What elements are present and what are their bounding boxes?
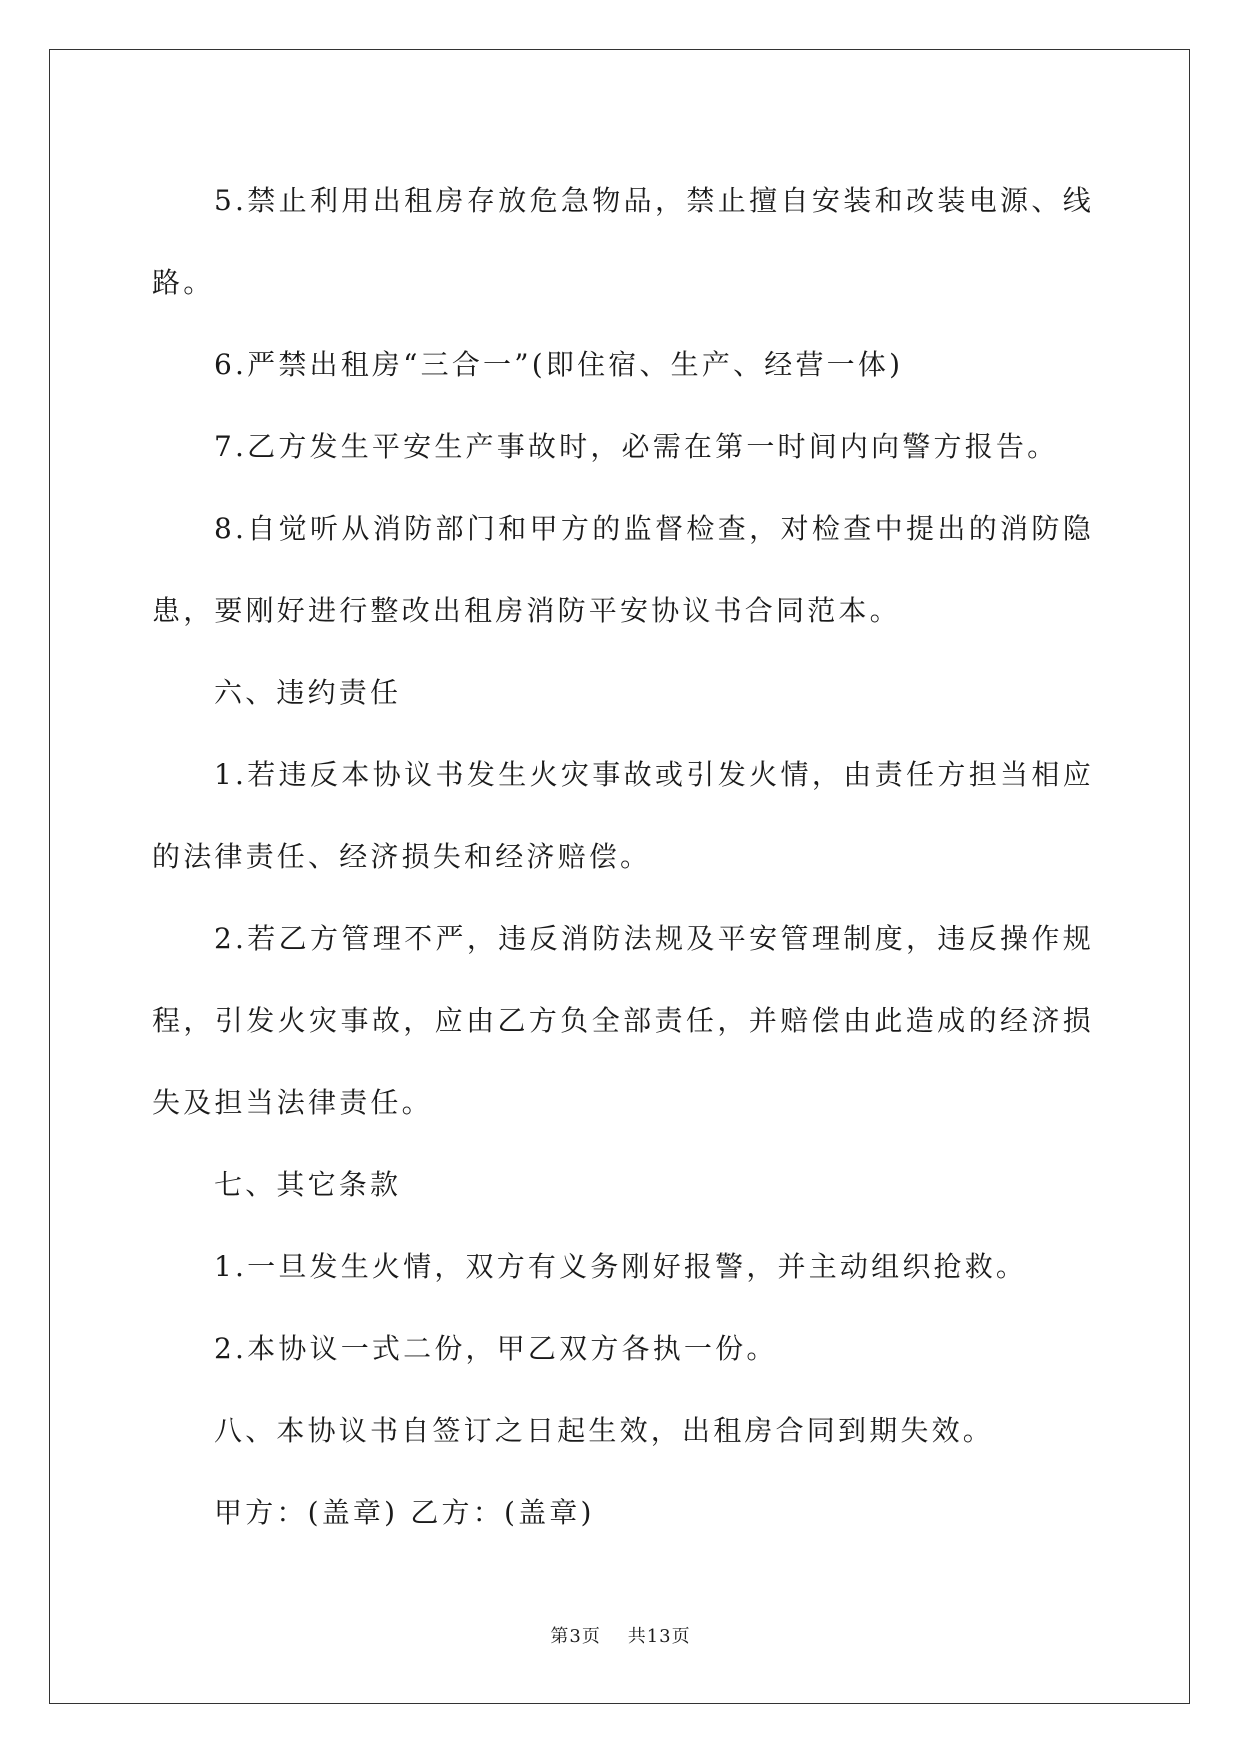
page-footer [0, 1622, 1241, 1648]
liability-clause-2: 2.若乙方管理不严，违反消防法规及平安管理制度，违反操作规程，引发火灾事故，应由乙方负全部责任，并赔偿由此造成的经济损失及担当法律责任。 [152, 922, 1094, 1119]
document-body [152, 160, 1094, 1554]
clause-6-paragraph: 6.严禁出租房“三合一”(即住宿、生产、经营一体) [214, 348, 904, 381]
clause-5-paragraph: 5.禁止利用出租房存放危急物品，禁止擅自安装和改装电源、线路。 [152, 184, 1094, 299]
section-6-heading: 六、违约责任 [214, 676, 402, 709]
clause-7-paragraph: 7.乙方发生平安生产事故时，必需在第一时间内向警方报告。 [214, 430, 1059, 463]
section-7-heading: 七、其它条款 [214, 1168, 402, 1201]
page-number: 第3页 [550, 1626, 601, 1647]
liability-clause-1: 1.若违反本协议书发生火灾事故或引发火情，由责任方担当相应的法律责任、经济损失和经济赔偿。 [152, 758, 1094, 873]
other-clause-2: 2.本协议一式二份，甲乙双方各执一份。 [214, 1332, 778, 1365]
signature-line: 甲方：(盖章) 乙方：(盖章) [214, 1496, 595, 1529]
clause-8-paragraph: 8.自觉听从消防部门和甲方的监督检查，对检查中提出的消防隐患，要刚好进行整改出租房消防平安协议书合同范本。 [152, 512, 1094, 627]
page-total: 共13页 [627, 1626, 691, 1647]
other-clause-1: 1.一旦发生火情，双方有义务刚好报警，并主动组织抢救。 [214, 1250, 1028, 1283]
section-8-paragraph: 八、本协议书自签订之日起生效，出租房合同到期失效。 [214, 1414, 995, 1447]
